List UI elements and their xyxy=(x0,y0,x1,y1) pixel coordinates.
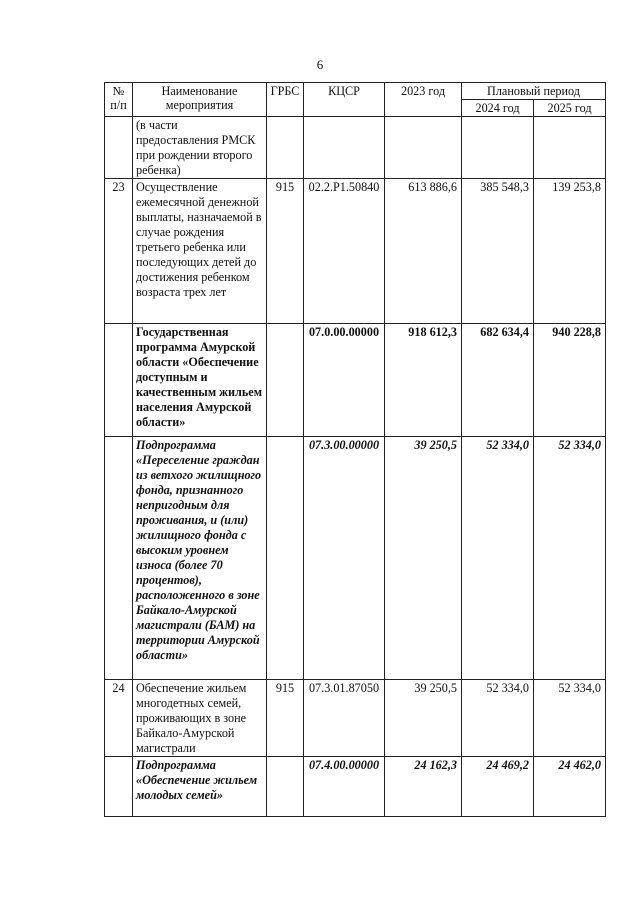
header-2023: 2023 год xyxy=(385,83,462,117)
table-row xyxy=(105,179,606,324)
cell-2025: 52 334,0 xyxy=(534,437,606,680)
cell-kcsr: 07.3.01.87050 xyxy=(304,680,385,757)
header-planned-period: Плановый период xyxy=(462,83,606,100)
cell-2023: 39 250,5 xyxy=(385,437,462,680)
cell-grbs: 915 xyxy=(267,179,304,324)
cell-2024: 52 334,0 xyxy=(462,680,534,757)
cell-2024 xyxy=(462,117,534,179)
cell-2023 xyxy=(385,117,462,179)
cell-num xyxy=(105,324,133,437)
cell-num xyxy=(105,437,133,680)
cell-name: Обеспечение жильем многодетных семей, проживающих в зоне Байкало-Амурской магистрали xyxy=(133,680,267,757)
budget-table xyxy=(104,82,606,817)
cell-2025: 52 334,0 xyxy=(534,680,606,757)
table-row xyxy=(105,324,606,437)
table-row xyxy=(105,757,606,817)
cell-2023: 613 886,6 xyxy=(385,179,462,324)
cell-2025 xyxy=(534,117,606,179)
cell-num: 23 xyxy=(105,179,133,324)
table-header xyxy=(105,83,606,117)
cell-grbs xyxy=(267,437,304,680)
cell-name: Подпрограмма «Обеспечение жильем молодых семей» xyxy=(133,757,267,817)
header-name: Наименование мероприятия xyxy=(133,83,267,117)
cell-name: Подпрограмма «Переселение граждан из ветхого жилищного фонда, признанного непригодным для проживания, и (или) жилищного фонда с высоким уровнем износа (более 70 процентов), расположенного в зоне Байкало-Амурской магистрали (БАМ) на территории Амурской области» xyxy=(133,437,267,680)
header-kcsr: КЦСР xyxy=(304,83,385,117)
cell-num xyxy=(105,757,133,817)
header-2025: 2025 год xyxy=(534,100,606,117)
cell-grbs xyxy=(267,117,304,179)
table-row xyxy=(105,437,606,680)
table-row xyxy=(105,680,606,757)
page-number: 6 xyxy=(316,57,324,72)
cell-2023: 918 612,3 xyxy=(385,324,462,437)
header-2024: 2024 год xyxy=(462,100,534,117)
cell-grbs xyxy=(267,757,304,817)
cell-name: (в части предоставления РМСК при рождении второго ребенка) xyxy=(133,117,267,179)
cell-kcsr xyxy=(304,117,385,179)
cell-2024: 52 334,0 xyxy=(462,437,534,680)
cell-2024: 24 469,2 xyxy=(462,757,534,817)
cell-num: 24 xyxy=(105,680,133,757)
table-row xyxy=(105,117,606,179)
cell-num xyxy=(105,117,133,179)
cell-name: Осуществление ежемесячной денежной выплаты, назначаемой в случае рождения третьего ребенка или последующих детей до достижения ребенком возраста трех лет xyxy=(133,179,267,324)
cell-grbs: 915 xyxy=(267,680,304,757)
cell-2024: 385 548,3 xyxy=(462,179,534,324)
cell-2024: 682 634,4 xyxy=(462,324,534,437)
cell-2023: 24 162,3 xyxy=(385,757,462,817)
table-body xyxy=(105,117,606,817)
cell-kcsr: 07.4.00.00000 xyxy=(304,757,385,817)
cell-kcsr: 07.3.00.00000 xyxy=(304,437,385,680)
header-num: № п/п xyxy=(105,83,133,117)
cell-name: Государственная программа Амурской области «Обеспечение доступным и качественным жильем населения Амурской области» xyxy=(133,324,267,437)
cell-2025: 940 228,8 xyxy=(534,324,606,437)
cell-2023: 39 250,5 xyxy=(385,680,462,757)
cell-2025: 139 253,8 xyxy=(534,179,606,324)
cell-grbs xyxy=(267,324,304,437)
cell-kcsr: 02.2.Р1.50840 xyxy=(304,179,385,324)
header-grbs: ГРБС xyxy=(267,83,304,117)
cell-2025: 24 462,0 xyxy=(534,757,606,817)
cell-kcsr: 07.0.00.00000 xyxy=(304,324,385,437)
